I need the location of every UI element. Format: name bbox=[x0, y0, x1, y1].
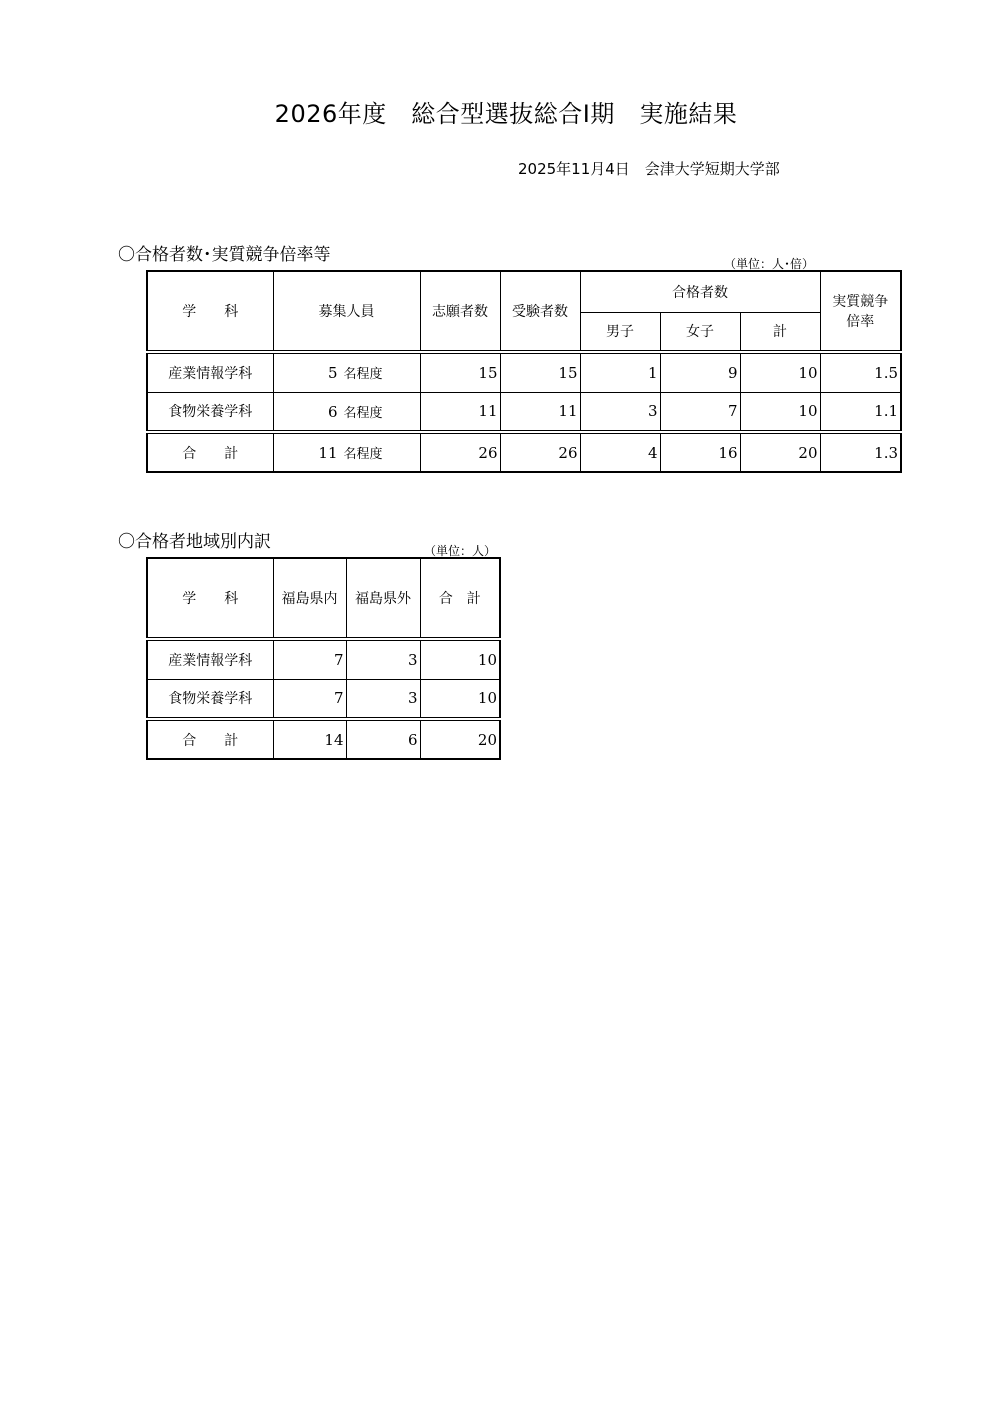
examinees-cell: 11 bbox=[500, 392, 580, 432]
recruit-number: 11 bbox=[318, 444, 338, 462]
ratio-cell: 1.1 bbox=[820, 392, 901, 432]
page-title: 2026年度 総合型選抜総合Ⅰ期 実施結果 bbox=[274, 100, 738, 128]
dept-cell: 産業情報学科 bbox=[147, 352, 273, 392]
unit-label-passers: （単位：人･倍） bbox=[724, 257, 815, 271]
header-male: 男子 bbox=[580, 312, 660, 352]
recruit-suffix: 名程度 bbox=[343, 447, 383, 462]
table-sum-row bbox=[147, 719, 500, 759]
header-total: 計 bbox=[740, 312, 820, 352]
unit-label-region: （単位：人） bbox=[424, 544, 497, 558]
male-cell: 4 bbox=[580, 432, 660, 472]
passers-table bbox=[146, 270, 902, 473]
inside-cell: 14 bbox=[273, 719, 346, 759]
applicants-cell: 26 bbox=[420, 432, 500, 472]
female-cell: 7 bbox=[660, 392, 740, 432]
header-dept: 学 科 bbox=[147, 558, 273, 639]
outside-cell: 3 bbox=[346, 679, 420, 719]
male-cell: 3 bbox=[580, 392, 660, 432]
table-row bbox=[147, 639, 500, 679]
total-cell: 10 bbox=[420, 639, 500, 679]
male-cell: 1 bbox=[580, 352, 660, 392]
recruit-number: 6 bbox=[327, 402, 338, 421]
dept-cell: 食物栄養学科 bbox=[147, 679, 273, 719]
recruit-cell bbox=[273, 352, 420, 392]
date-and-organization: 2025年11月4日 会津大学短期大学部 bbox=[518, 160, 780, 178]
total-cell: 20 bbox=[740, 432, 820, 472]
recruit-number: 5 bbox=[327, 364, 338, 383]
dept-cell: 産業情報学科 bbox=[147, 639, 273, 679]
header-ratio bbox=[820, 271, 901, 352]
recruit-cell bbox=[273, 432, 420, 472]
total-cell: 10 bbox=[740, 392, 820, 432]
table-sum-row bbox=[147, 432, 901, 472]
header-ratio-line1: 実質競争 bbox=[832, 294, 889, 310]
table-row bbox=[147, 352, 901, 392]
inside-cell: 7 bbox=[273, 639, 346, 679]
total-cell: 20 bbox=[420, 719, 500, 759]
total-cell: 10 bbox=[420, 679, 500, 719]
section-title-passers: 〇合格者数･実質競争倍率等 bbox=[118, 245, 331, 265]
inside-cell: 7 bbox=[273, 679, 346, 719]
ratio-cell: 1.3 bbox=[820, 432, 901, 472]
examinees-cell: 15 bbox=[500, 352, 580, 392]
sum-label: 合 計 bbox=[147, 719, 273, 759]
header-outside: 福島県外 bbox=[346, 558, 420, 639]
outside-cell: 6 bbox=[346, 719, 420, 759]
sum-label: 合 計 bbox=[147, 432, 273, 472]
dept-cell: 食物栄養学科 bbox=[147, 392, 273, 432]
section-title-region: 〇合格者地域別内訳 bbox=[118, 532, 271, 552]
outside-cell: 3 bbox=[346, 639, 420, 679]
ratio-cell: 1.5 bbox=[820, 352, 901, 392]
total-cell: 10 bbox=[740, 352, 820, 392]
header-ratio-line2: 倍率 bbox=[846, 314, 875, 330]
table-row bbox=[147, 679, 500, 719]
applicants-cell: 11 bbox=[420, 392, 500, 432]
header-female: 女子 bbox=[660, 312, 740, 352]
female-cell: 16 bbox=[660, 432, 740, 472]
header-recruit: 募集人員 bbox=[273, 271, 420, 352]
female-cell: 9 bbox=[660, 352, 740, 392]
recruit-cell bbox=[273, 392, 420, 432]
header-examinees: 受験者数 bbox=[500, 271, 580, 352]
table-row bbox=[147, 392, 901, 432]
recruit-suffix: 名程度 bbox=[343, 405, 383, 421]
applicants-cell: 15 bbox=[420, 352, 500, 392]
header-inside: 福島県内 bbox=[273, 558, 346, 639]
header-dept: 学 科 bbox=[147, 271, 273, 352]
header-passers: 合格者数 bbox=[580, 271, 820, 312]
header-applicants: 志願者数 bbox=[420, 271, 500, 352]
examinees-cell: 26 bbox=[500, 432, 580, 472]
region-table bbox=[146, 557, 501, 760]
header-total: 合 計 bbox=[420, 558, 500, 639]
recruit-suffix: 名程度 bbox=[343, 367, 383, 383]
